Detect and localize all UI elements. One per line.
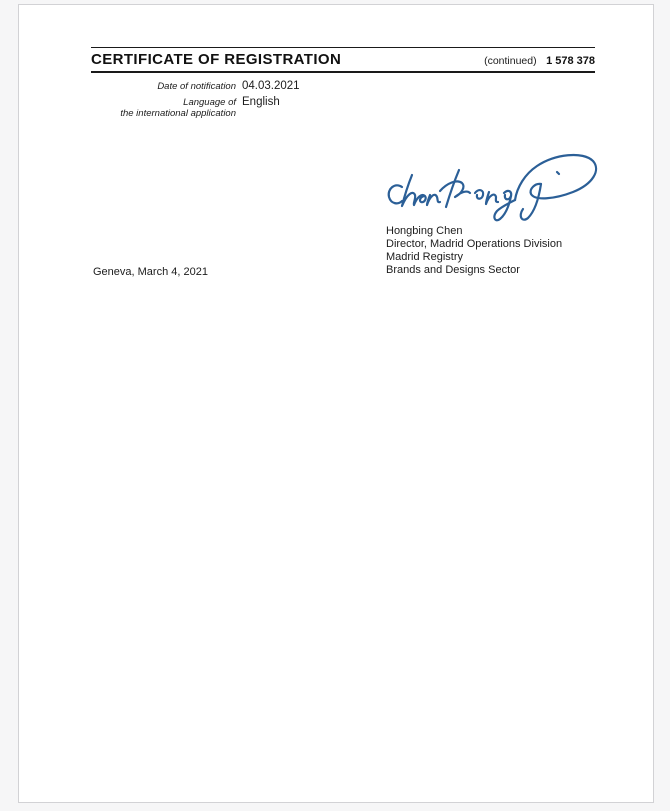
signatory-block bbox=[386, 225, 562, 277]
continued-label: (continued) bbox=[484, 55, 537, 67]
date-of-notification-value: 04.03.2021 bbox=[242, 80, 300, 92]
language-label-line1: Language of bbox=[183, 97, 236, 108]
date-of-notification-label: Date of notification bbox=[157, 81, 236, 92]
header-right-group bbox=[484, 51, 595, 69]
document-page bbox=[18, 4, 654, 803]
signatory-role: Director, Madrid Operations Division bbox=[386, 238, 563, 250]
place-and-date: Geneva, March 4, 2021 bbox=[93, 266, 208, 278]
language-label-line2: the international application bbox=[120, 107, 236, 119]
signature-strokes bbox=[389, 155, 596, 220]
signatory-sector: Brands and Designs Sector bbox=[386, 264, 520, 276]
signatory-name: Hongbing Chen bbox=[386, 225, 463, 237]
certificate-header bbox=[91, 47, 595, 73]
signature-image bbox=[383, 149, 599, 227]
registration-number: 1 578 378 bbox=[546, 55, 595, 67]
certificate-title: CERTIFICATE OF REGISTRATION bbox=[91, 51, 342, 68]
language-label bbox=[91, 98, 236, 119]
language-value: English bbox=[242, 96, 280, 108]
signatory-division: Madrid Registry bbox=[386, 251, 464, 263]
